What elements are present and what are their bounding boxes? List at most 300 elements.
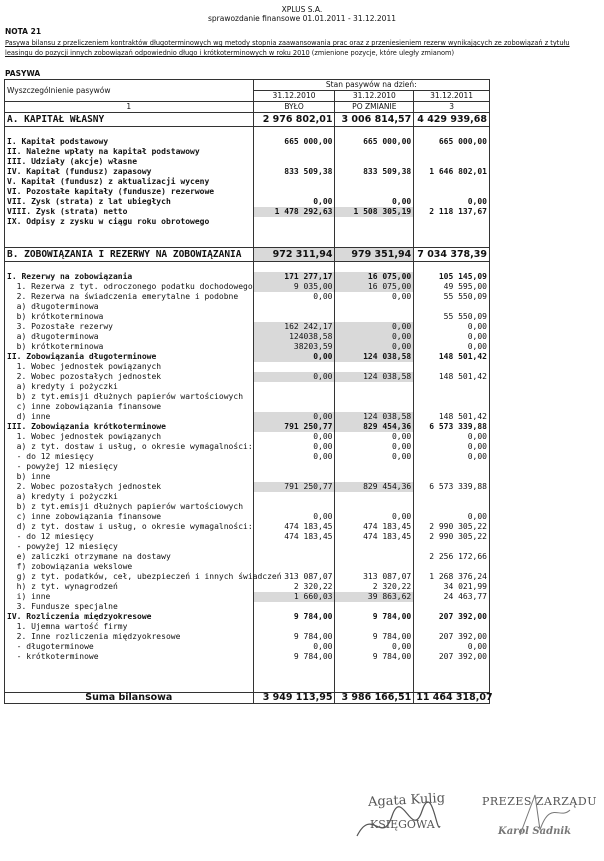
row-label	[5, 662, 254, 672]
row-value-2	[335, 622, 414, 632]
total-value-3: 11 464 318,07	[414, 693, 490, 704]
table-row	[5, 422, 490, 432]
row-label: 2. Rezerwa na świadczenia emerytalne i podobne	[5, 292, 254, 302]
col-sub-1: BYŁO	[253, 102, 335, 113]
row-value-2	[335, 177, 414, 187]
row-value-2: 0,00	[335, 292, 414, 302]
row-value-2: 0,00	[335, 432, 414, 442]
row-label: - powyżej 12 miesięcy	[5, 542, 254, 552]
table-row	[5, 352, 490, 362]
col-sub-2: PO ZMIANIE	[335, 102, 414, 113]
row-value-3	[414, 157, 490, 167]
signature-ceo-name: Karol Sadnik	[498, 826, 572, 837]
row-value-3: 1 268 376,24	[414, 572, 490, 582]
row-value-2: 0,00	[335, 512, 414, 522]
row-value-2: 9 784,00	[335, 652, 414, 662]
row-value-3: 34 021,99	[414, 582, 490, 592]
total-row	[5, 693, 490, 704]
row-label: VI. Pozostałe kapitały (fundusze) rezerwowe	[5, 187, 254, 197]
row-value-1	[253, 542, 335, 552]
table-row	[5, 552, 490, 562]
total-value-1: 3 949 113,95	[253, 693, 335, 704]
row-value-2	[335, 312, 414, 322]
row-value-1	[253, 262, 335, 273]
row-value-1: 38203,59	[253, 342, 335, 352]
section-title: PASYWA	[5, 69, 41, 78]
table-row	[5, 472, 490, 482]
row-value-3	[414, 662, 490, 672]
row-value-1	[253, 672, 335, 682]
table-row	[5, 332, 490, 342]
table-row	[5, 372, 490, 382]
row-value-1	[253, 492, 335, 502]
row-value-2: 0,00	[335, 197, 414, 207]
row-value-2: 665 000,00	[335, 137, 414, 147]
row-label	[5, 682, 254, 693]
row-value-3: 2 990 305,22	[414, 522, 490, 532]
row-value-3: 2 256 172,66	[414, 552, 490, 562]
row-value-3: 148 501,42	[414, 352, 490, 362]
table-row	[5, 622, 490, 632]
row-value-1: 0,00	[253, 642, 335, 652]
row-value-1	[253, 472, 335, 482]
row-value-1: 0,00	[253, 452, 335, 462]
row-value-3	[414, 682, 490, 693]
row-value-1	[253, 312, 335, 322]
row-value-2: 9 784,00	[335, 632, 414, 642]
table-row	[5, 217, 490, 227]
row-label: d) z tyt. dostaw i usług, o okresie wymagalności:	[5, 522, 254, 532]
row-value-1	[253, 462, 335, 472]
row-value-2	[335, 187, 414, 197]
row-value-1	[253, 362, 335, 372]
row-value-1: 313 087,07	[253, 572, 335, 582]
table-row	[5, 492, 490, 502]
row-label: A. KAPITAŁ WŁASNY	[5, 113, 254, 127]
table-row	[5, 462, 490, 472]
row-value-3: 105 145,09	[414, 272, 490, 282]
row-value-2	[335, 552, 414, 562]
table-row	[5, 362, 490, 372]
row-value-2: 124 038,58	[335, 412, 414, 422]
row-value-2: 979 351,94	[335, 248, 414, 262]
row-value-1: 791 250,77	[253, 422, 335, 432]
row-label: 2. Inne rozliczenia międzyokresowe	[5, 632, 254, 642]
row-label: d) inne	[5, 412, 254, 422]
note-number: NOTA 21	[5, 27, 42, 36]
table-row	[5, 392, 490, 402]
table-row	[5, 562, 490, 572]
row-label: f) zobowiązania wekslowe	[5, 562, 254, 572]
row-label: - długoterminowe	[5, 642, 254, 652]
row-value-3: 1 646 802,01	[414, 167, 490, 177]
row-label: II. Należne wpłaty na kapitał podstawowy	[5, 147, 254, 157]
row-label: e) zaliczki otrzymane na dostawy	[5, 552, 254, 562]
row-label: b) z tyt.emisji dłużnych papierów wartościowych	[5, 392, 254, 402]
row-label: III. Udziały (akcje) własne	[5, 157, 254, 167]
row-value-3: 2 990 305,22	[414, 532, 490, 542]
row-value-3	[414, 402, 490, 412]
table-row	[5, 147, 490, 157]
row-value-2: 0,00	[335, 452, 414, 462]
row-label: - do 12 miesięcy	[5, 532, 254, 542]
row-value-3: 148 501,42	[414, 372, 490, 382]
note-description	[5, 38, 595, 58]
row-label: I. Rezerwy na zobowiązania	[5, 272, 254, 282]
row-value-3: 0,00	[414, 332, 490, 342]
row-label: h) z tyt. wynagrodzeń	[5, 582, 254, 592]
row-label: III. Zobowiązania krótkoterminowe	[5, 422, 254, 432]
col-header-items: Wyszczególnienie pasywów	[5, 80, 254, 102]
row-value-3: 0,00	[414, 432, 490, 442]
row-value-1	[253, 157, 335, 167]
row-value-1: 833 509,38	[253, 167, 335, 177]
row-value-3: 207 392,00	[414, 612, 490, 622]
table-row	[5, 642, 490, 652]
row-value-1	[253, 502, 335, 512]
row-label: a) kredyty i pożyczki	[5, 492, 254, 502]
row-value-2: 0,00	[335, 322, 414, 332]
spacer-row	[5, 127, 490, 138]
row-value-1	[253, 662, 335, 672]
row-value-2: 0,00	[335, 642, 414, 652]
row-label: VII. Zysk (strata) z lat ubiegłych	[5, 197, 254, 207]
row-value-2: 829 454,36	[335, 422, 414, 432]
row-value-1	[253, 127, 335, 138]
row-value-2	[335, 492, 414, 502]
signature-accountant-name: Agata Kulig	[367, 790, 446, 811]
table-row	[5, 612, 490, 622]
row-value-3: 55 550,09	[414, 312, 490, 322]
row-value-1: 0,00	[253, 352, 335, 362]
description-line-1: Pasywa bilansu z przeliczeniem kontraktów długoterminowych wg metody stopnia zaawansowania prac oraz z przeniesieniem rezerw wynikających ze zobowiązań z tytułu	[5, 39, 570, 47]
row-value-3	[414, 302, 490, 312]
row-value-1: 0,00	[253, 372, 335, 382]
row-value-3: 0,00	[414, 512, 490, 522]
row-value-2: 124 038,58	[335, 352, 414, 362]
row-value-2	[335, 662, 414, 672]
table-row	[5, 177, 490, 187]
row-label	[5, 227, 254, 237]
col-header-date-2: 31.12.2010	[335, 91, 414, 102]
row-value-2: 1 508 305,19	[335, 207, 414, 217]
row-value-1	[253, 402, 335, 412]
row-value-3	[414, 147, 490, 157]
row-value-3: 6 573 339,88	[414, 482, 490, 492]
table-row	[5, 522, 490, 532]
row-value-3: 148 501,42	[414, 412, 490, 422]
row-value-2	[335, 402, 414, 412]
row-value-1: 0,00	[253, 442, 335, 452]
table-row	[5, 542, 490, 552]
row-value-3: 665 000,00	[414, 137, 490, 147]
row-value-3	[414, 382, 490, 392]
row-label: II. Zobowiązania długoterminowe	[5, 352, 254, 362]
table-row	[5, 572, 490, 582]
table-row	[5, 248, 490, 262]
row-value-2	[335, 227, 414, 237]
row-value-3	[414, 492, 490, 502]
row-label: b) inne	[5, 472, 254, 482]
row-value-1	[253, 552, 335, 562]
row-value-1: 1 660,03	[253, 592, 335, 602]
table-row	[5, 302, 490, 312]
report-period: sprawozdanie finansowe 01.01.2011 - 31.12.2011	[207, 14, 396, 23]
row-value-2: 16 075,00	[335, 272, 414, 282]
row-value-1: 2 320,22	[253, 582, 335, 592]
row-value-3: 6 573 339,88	[414, 422, 490, 432]
row-value-2	[335, 382, 414, 392]
row-value-2	[335, 147, 414, 157]
row-value-2	[335, 362, 414, 372]
row-label: 2. Wobec pozostałych jednostek	[5, 372, 254, 382]
table-row	[5, 512, 490, 522]
row-value-3: 24 463,77	[414, 592, 490, 602]
row-value-1	[253, 237, 335, 248]
table-row	[5, 452, 490, 462]
table-row	[5, 532, 490, 542]
row-label: 1. Rezerwa z tyt. odroczonego podatku dochodowego	[5, 282, 254, 292]
row-value-1	[253, 227, 335, 237]
row-value-3: 0,00	[414, 197, 490, 207]
row-value-3: 0,00	[414, 442, 490, 452]
row-value-1	[253, 562, 335, 572]
row-value-3	[414, 362, 490, 372]
row-value-3	[414, 562, 490, 572]
row-value-1: 2 976 802,01	[253, 113, 335, 127]
row-label: 3. Pozostałe rezerwy	[5, 322, 254, 332]
row-value-3: 0,00	[414, 322, 490, 332]
table-row	[5, 502, 490, 512]
table-row	[5, 442, 490, 452]
row-value-1	[253, 382, 335, 392]
row-value-1: 474 183,45	[253, 522, 335, 532]
row-label: c) inne zobowiązania finansowe	[5, 402, 254, 412]
row-label: 2. Wobec pozostałych jednostek	[5, 482, 254, 492]
row-label: IV. Kapitał (fundusz) zapasowy	[5, 167, 254, 177]
row-value-3: 7 034 378,39	[414, 248, 490, 262]
spacer-row	[5, 227, 490, 237]
balance-table	[4, 79, 493, 704]
table-row	[5, 292, 490, 302]
row-label: b) krótkoterminowa	[5, 342, 254, 352]
table-row	[5, 342, 490, 352]
row-value-1: 972 311,94	[253, 248, 335, 262]
row-value-3: 4 429 939,68	[414, 113, 490, 127]
row-label: - powyżej 12 miesięcy	[5, 462, 254, 472]
table-row	[5, 207, 490, 217]
table-row	[5, 167, 490, 177]
row-value-1	[253, 622, 335, 632]
row-label	[5, 237, 254, 248]
row-value-1	[253, 302, 335, 312]
row-label: 1. Ujemna wartość firmy	[5, 622, 254, 632]
col-header-date-3: 31.12.2011	[414, 91, 490, 102]
row-value-2: 313 087,07	[335, 572, 414, 582]
table-row	[5, 197, 490, 207]
table-row	[5, 137, 490, 147]
row-value-3	[414, 622, 490, 632]
row-value-1	[253, 217, 335, 227]
table-body	[5, 113, 490, 693]
description-line-2-note: (zmienione pozycje, które uległy zmianom)	[311, 49, 455, 57]
row-value-3	[414, 462, 490, 472]
row-value-3: 207 392,00	[414, 652, 490, 662]
row-value-2	[335, 217, 414, 227]
row-label: B. ZOBOWIĄZANIA I REZERWY NA ZOBOWIĄZANIA	[5, 248, 254, 262]
row-value-1: 1 478 292,63	[253, 207, 335, 217]
row-label: b) krótkoterminowa	[5, 312, 254, 322]
spacer-row	[5, 672, 490, 682]
signature-scribble-left	[352, 796, 442, 848]
row-label: 1. Wobec jednostek powiązanych	[5, 432, 254, 442]
row-value-1: 474 183,45	[253, 532, 335, 542]
row-value-2: 124 038,58	[335, 372, 414, 382]
row-value-2: 0,00	[335, 442, 414, 452]
row-value-3: 0,00	[414, 452, 490, 462]
row-value-2: 16 075,00	[335, 282, 414, 292]
row-value-1: 124038,58	[253, 332, 335, 342]
row-value-2: 833 509,38	[335, 167, 414, 177]
table-row	[5, 592, 490, 602]
total-value-2: 3 986 166,51	[335, 693, 414, 704]
row-value-1: 0,00	[253, 292, 335, 302]
row-value-3	[414, 187, 490, 197]
row-value-1: 162 242,17	[253, 322, 335, 332]
row-label: g) z tyt. podatków, ceł, ubezpieczeń i innych świadczeń	[5, 572, 254, 582]
row-value-2	[335, 157, 414, 167]
table-row	[5, 113, 490, 127]
table-row	[5, 382, 490, 392]
spacer-row	[5, 682, 490, 693]
row-value-3	[414, 237, 490, 248]
row-value-3	[414, 542, 490, 552]
row-value-2	[335, 562, 414, 572]
row-value-3: 55 550,09	[414, 292, 490, 302]
row-value-3: 207 392,00	[414, 632, 490, 642]
table-row	[5, 402, 490, 412]
row-value-3	[414, 392, 490, 402]
row-value-2	[335, 237, 414, 248]
row-label	[5, 127, 254, 138]
table-row	[5, 432, 490, 442]
row-value-1	[253, 187, 335, 197]
row-value-1: 9 784,00	[253, 652, 335, 662]
row-value-3	[414, 227, 490, 237]
row-value-1	[253, 392, 335, 402]
col-sub-3: 3	[414, 102, 490, 113]
row-label: I. Kapitał podstawowy	[5, 137, 254, 147]
row-value-3	[414, 262, 490, 273]
table-row	[5, 602, 490, 612]
row-value-1: 9 035,00	[253, 282, 335, 292]
row-value-3	[414, 177, 490, 187]
table-row	[5, 187, 490, 197]
row-value-2	[335, 502, 414, 512]
row-label: a) z tyt. dostaw i usług, o okresie wymagalności:	[5, 442, 254, 452]
row-value-2	[335, 262, 414, 273]
table-row	[5, 412, 490, 422]
row-value-2	[335, 462, 414, 472]
row-value-2: 829 454,36	[335, 482, 414, 492]
table-row	[5, 482, 490, 492]
table-row	[5, 272, 490, 282]
row-value-1: 0,00	[253, 197, 335, 207]
row-value-1: 0,00	[253, 412, 335, 422]
row-value-1	[253, 177, 335, 187]
row-value-1	[253, 682, 335, 693]
row-label: a) długoterminowa	[5, 332, 254, 342]
col-header-stan: Stan pasywów na dzień:	[253, 80, 489, 91]
spacer-row	[5, 262, 490, 273]
row-value-3: 0,00	[414, 342, 490, 352]
row-value-3	[414, 672, 490, 682]
row-label: V. Kapitał (fundusz) z aktualizacji wyceny	[5, 177, 254, 187]
row-value-3	[414, 127, 490, 138]
row-label: 1. Wobec jednostek powiązanych	[5, 362, 254, 372]
total-label: Suma bilansowa	[5, 693, 254, 704]
row-label: - do 12 miesięcy	[5, 452, 254, 462]
row-value-3: 2 118 137,67	[414, 207, 490, 217]
row-value-1: 665 000,00	[253, 137, 335, 147]
row-value-2	[335, 602, 414, 612]
row-value-3	[414, 602, 490, 612]
table-row	[5, 322, 490, 332]
signature-scribble-right	[510, 790, 580, 845]
row-value-3	[414, 217, 490, 227]
row-label: IX. Odpisy z zysku w ciągu roku obrotowego	[5, 217, 254, 227]
row-label: b) z tyt.emisji dłużnych papierów wartościowych	[5, 502, 254, 512]
row-value-1: 9 784,00	[253, 632, 335, 642]
row-value-3: 49 595,00	[414, 282, 490, 292]
row-value-1: 0,00	[253, 512, 335, 522]
company-name: XPLUS S.A.	[281, 5, 323, 14]
row-value-2	[335, 542, 414, 552]
spacer-row	[5, 237, 490, 248]
description-line-2: leasingu do pozycji innych zobowiązań odpowiednio długo i krótkoterminowych w roku 2010	[5, 49, 310, 57]
row-value-2: 2 320,22	[335, 582, 414, 592]
spacer-row	[5, 662, 490, 672]
row-value-2	[335, 472, 414, 482]
table-row	[5, 282, 490, 292]
row-value-2	[335, 127, 414, 138]
row-label: a) kredyty i pożyczki	[5, 382, 254, 392]
row-value-2	[335, 682, 414, 693]
row-label: c) inne zobowiązania finansowe	[5, 512, 254, 522]
table-row	[5, 652, 490, 662]
row-value-1	[253, 147, 335, 157]
col-number-1: 1	[5, 102, 254, 113]
signature-ceo-title: PREZES ZARZĄDU	[482, 795, 597, 808]
table-row	[5, 157, 490, 167]
row-label: a) długoterminowa	[5, 302, 254, 312]
row-label	[5, 262, 254, 273]
row-value-2: 474 183,45	[335, 522, 414, 532]
row-value-2: 9 784,00	[335, 612, 414, 622]
row-label: 3. Fundusze specjalne	[5, 602, 254, 612]
table-row	[5, 632, 490, 642]
row-value-3	[414, 502, 490, 512]
row-value-2	[335, 392, 414, 402]
row-label: i) inne	[5, 592, 254, 602]
row-value-2: 3 006 814,57	[335, 113, 414, 127]
row-value-3	[414, 472, 490, 482]
row-value-1: 9 784,00	[253, 612, 335, 622]
row-value-2: 474 183,45	[335, 532, 414, 542]
col-header-date-1: 31.12.2010	[253, 91, 335, 102]
row-label: IV. Rozliczenia międzyokresowe	[5, 612, 254, 622]
row-label: - krótkoterminowe	[5, 652, 254, 662]
